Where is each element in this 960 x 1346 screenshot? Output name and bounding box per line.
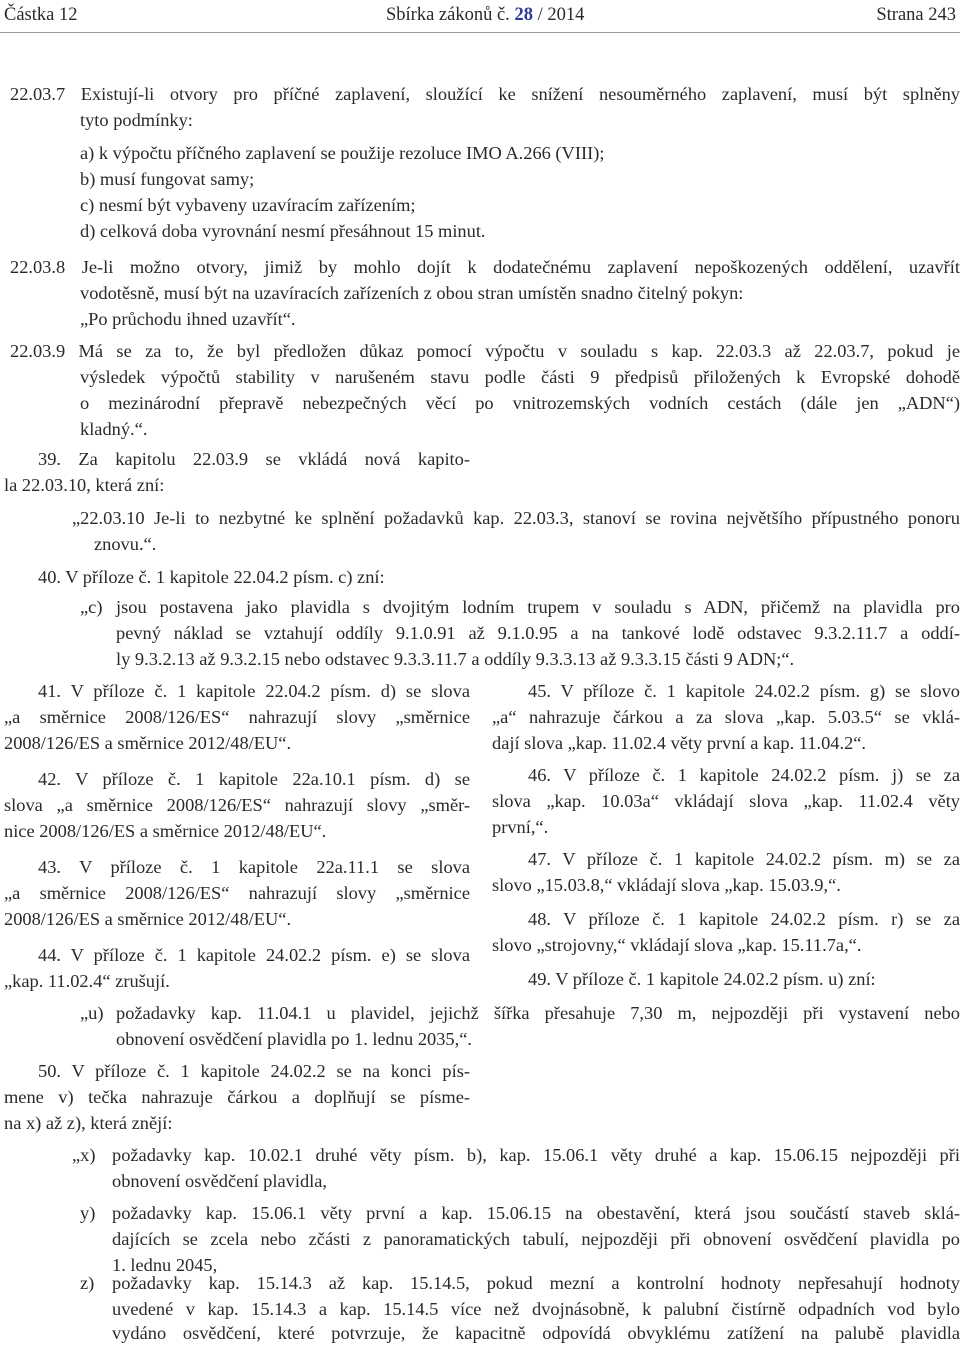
item-48-line1: 48. V příloze č. 1 kapitole 24.02.2 písm. r) se za xyxy=(528,909,960,929)
item-42-line1: 42. V příloze č. 1 kapitole 22a.10.1 písm. d) se xyxy=(38,769,470,789)
p-22-03-9-line4: kladný.“. xyxy=(80,419,148,439)
item-50-quote-y-line2: dajících se zcela nebo zčásti z panoramatických tabulí, nejpozději při obnovení osvědčení plavidla po xyxy=(112,1229,960,1249)
item-50-quote-z-line3: vydáno osvědčení, které potvrzuje, že kapacitně odpovídá obvyklému zatížení na palubě plavidla xyxy=(112,1323,960,1343)
item-39-quote-line2: znovu.“. xyxy=(94,534,157,554)
item-39-quote-line1: „22.03.10 Je-li to nezbytné ke splnění požadavků kap. 22.03.3, stanoví se rovina největšího přípustného ponoru xyxy=(72,508,960,528)
item-49-quote-label: „u) xyxy=(80,1003,104,1023)
item-50-line1: 50. V příloze č. 1 kapitole 24.02.2 se na konci pís- xyxy=(38,1061,470,1081)
header-page: Strana 243 xyxy=(876,5,956,25)
p-22-03-9-line2: výsledek výpočtů stability v narušeném stavu podle části 9 předpisů přiložených k Evropské dohodě xyxy=(80,367,960,387)
header-collection-year: / 2014 xyxy=(532,5,585,25)
p-22-03-7-item-d: d) celková doba vyrovnání nesmí přesáhnout 15 minut. xyxy=(80,221,486,241)
item-44-line2: „kap. 11.02.4“ zrušují. xyxy=(4,971,170,991)
item-49-line1: 49. V příloze č. 1 kapitole 24.02.2 písm. u) zní: xyxy=(528,969,876,989)
item-43-line2: „a směrnice 2008/126/ES“ nahrazují slovy „směrnice xyxy=(4,883,470,903)
p-22-03-9-line3: o mezinárodní přepravě nebezpečných věcí po vnitrozemských vodních cestách (dále jen „ADN“) xyxy=(80,393,960,413)
item-42-line2: slova „a směrnice 2008/126/ES“ nahrazují slovy „směr- xyxy=(4,795,470,815)
header-collection-prefix: Sbírka zákonů č. xyxy=(386,5,515,25)
item-47-line1: 47. V příloze č. 1 kapitole 24.02.2 písm. m) se za xyxy=(528,849,960,869)
item-41-line2: „a směrnice 2008/126/ES“ nahrazují slovy „směrnice xyxy=(4,707,470,727)
item-43-line1: 43. V příloze č. 1 kapitole 22a.11.1 se slova xyxy=(38,857,470,877)
header-collection xyxy=(386,3,584,27)
item-40-quote-label: „c) xyxy=(80,597,103,617)
item-46-line3: první,“. xyxy=(492,817,549,837)
item-50-quote-x-line2: obnovení osvědčení plavidla, xyxy=(112,1171,328,1191)
p-22-03-7-item-b: b) musí fungovat samy; xyxy=(80,169,255,189)
header-part: Částka 12 xyxy=(4,5,78,25)
item-50-quote-x-label: „x) xyxy=(72,1145,96,1165)
item-39-line2: la 22.03.10, která zní: xyxy=(4,475,165,495)
item-46-line2: slova „kap. 10.03a“ vkládají slova „kap. 11.02.4 věty xyxy=(492,791,960,811)
item-47-line2: slovo „15.03.8,“ vkládají slova „kap. 15.03.9,“. xyxy=(492,875,841,895)
item-43-line3: 2008/126/ES a směrnice 2012/48/EU“. xyxy=(4,909,292,929)
item-50-line2: mene v) tečka nahrazuje čárkou a doplňují se písme- xyxy=(4,1087,470,1107)
item-50-quote-y-label: y) xyxy=(80,1203,96,1223)
item-50-quote-y-line1: požadavky kap. 15.06.1 věty první a kap. 15.06.15 na obestavění, která jsou součástí staveb sklá- xyxy=(112,1203,960,1223)
item-50-quote-z-label: z) xyxy=(80,1273,95,1293)
item-40-quote-line1: jsou postavena jako plavidla s dvojitým lodním trupem v souladu s ADN, přičemž na plavidla pro xyxy=(116,597,960,617)
header-collection-number: 28 xyxy=(514,5,533,25)
item-39-line1: 39. Za kapitolu 22.03.9 se vkládá nová kapito- xyxy=(38,449,470,469)
item-41-line1: 41. V příloze č. 1 kapitole 22.04.2 písm. d) se slova xyxy=(38,681,470,701)
item-50-quote-x-line1: požadavky kap. 10.02.1 druhé věty písm. b), kap. 15.06.1 věty druhé a kap. 15.06.15 nejpozději při xyxy=(112,1145,960,1165)
p-22-03-7-line1: 22.03.7 Existují-li otvory pro příčné zaplavení, sloužící ke snížení nesouměrného zaplavení, musí být splněny xyxy=(10,84,960,104)
item-46-line1: 46. V příloze č. 1 kapitole 24.02.2 písm. j) se za xyxy=(528,765,960,785)
item-44-line1: 44. V příloze č. 1 kapitole 24.02.2 písm. e) se slova xyxy=(38,945,470,965)
item-40-quote-line3: ly 9.3.2.13 až 9.3.2.15 nebo odstavec 9.3.3.11.7 a oddíly 9.3.3.13 až 9.3.3.15 části 9 ADN;“. xyxy=(116,649,795,669)
p-22-03-7-line2: tyto podmínky: xyxy=(80,110,193,130)
item-41-line3: 2008/126/ES a směrnice 2012/48/EU“. xyxy=(4,733,292,753)
item-40-line1: 40. V příloze č. 1 kapitole 22.04.2 písm. c) zní: xyxy=(38,567,385,587)
p-22-03-7-item-a: a) k výpočtu příčného zaplavení se použije rezoluce IMO A.266 (VIII); xyxy=(80,143,605,163)
item-49-quote-line2: obnovení osvědčení plavidla po 1. lednu 2035,“. xyxy=(116,1029,472,1049)
p-22-03-7-item-c: c) nesmí být vybaveny uzavíracím zařízením; xyxy=(80,195,416,215)
item-49-quote-line1: požadavky kap. 11.04.1 u plavidel, jejichž šířka přesahuje 7,30 m, nejpozději při vystavení nebo xyxy=(116,1003,960,1023)
item-45-line2: „a“ nahrazuje čárkou a za slova „kap. 5.03.5“ se vklá- xyxy=(492,707,960,727)
p-22-03-8-line2: vodotěsně, musí být na uzavíracích zařízeních z obou stran umístěn snadno čitelný pokyn: xyxy=(80,283,744,303)
item-50-quote-z-line2: uvedené v kap. 15.14.3 a kap. 15.14.5 více než dvojnásobně, k palubní čistírně odpadních vod bylo xyxy=(112,1299,960,1319)
p-22-03-8-line3: „Po průchodu ihned uzavřít“. xyxy=(80,309,296,329)
item-45-line1: 45. V příloze č. 1 kapitole 24.02.2 písm. g) se slovo xyxy=(528,681,960,701)
item-40-quote-line2: pevný náklad se vztahují oddíly 9.1.0.91 až 9.1.0.95 a na tankové lodě odstavec 9.3.2.11.7 a oddí- xyxy=(116,623,960,643)
item-48-line2: slovo „strojovny,“ vkládají slova „kap. 15.11.7a,“. xyxy=(492,935,862,955)
item-50-quote-z-line1: požadavky kap. 15.14.3 až kap. 15.14.5, pokud mezní a kontrolní hodnoty nepřesahují hodnoty xyxy=(112,1273,960,1293)
item-50-quote-y-line3: 1. lednu 2045, xyxy=(112,1255,218,1275)
item-50-line3: na x) až z), která znějí: xyxy=(4,1113,173,1133)
item-42-line3: nice 2008/126/ES a směrnice 2012/48/EU“. xyxy=(4,821,327,841)
p-22-03-9-line1: 22.03.9 Má se za to, že byl předložen důkaz pomocí výpočtu v souladu s kap. 22.03.3 až 22.03.7, pokud je xyxy=(10,341,960,361)
item-45-line3: dají slova „kap. 11.02.4 věty první a kap. 11.04.2“. xyxy=(492,733,867,753)
header-rule xyxy=(0,32,960,33)
p-22-03-8-line1: 22.03.8 Je-li možno otvory, jimiž by mohlo dojít k dodatečnému zaplavení nepoškozených oddělení, uzavřít xyxy=(10,257,960,277)
